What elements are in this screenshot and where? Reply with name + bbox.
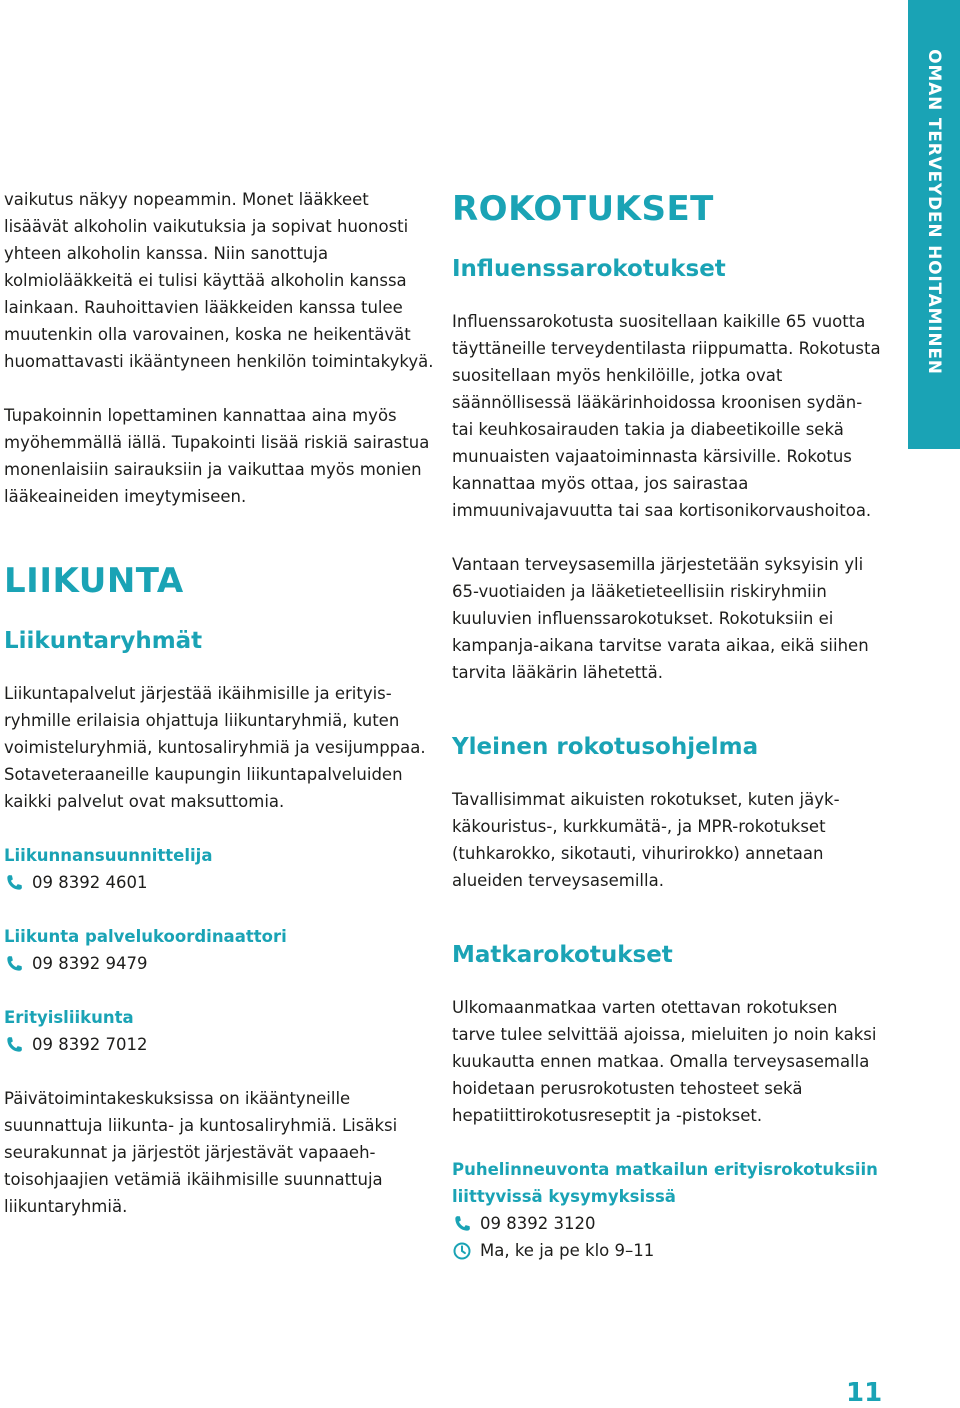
contact-phone-number[interactable]: 09 8392 4601 bbox=[32, 873, 148, 892]
rokotusohjelma-paragraph: Tavallisimmat aikuisten rokotukset, kuten jäykkäkouristus-, kurkkumätä-, ja MPR-rokotukset (tuhkarokko, sikotauti, vihurirokko) annetaan alueiden terveysasemilla. bbox=[452, 790, 840, 890]
subheading-influenssarokotukset: Influenssarokotukset bbox=[452, 256, 726, 282]
contact-phone-line bbox=[4, 950, 434, 977]
influenssa-paragraph-2: Vantaan terveysasemilla järjestetään syksyisin yli 65-vuotiaiden ja lääketieteellisiin riskiryhmiin kuuluvien influenssarokotukset. Rokotuksiin ei kampanja-aikana tarvitse varata aikaa, eikä siihen tarvita lääkärin lähetettä. bbox=[452, 555, 869, 682]
phone-advice-number[interactable]: 09 8392 3120 bbox=[480, 1214, 596, 1233]
phone-icon bbox=[4, 1035, 24, 1055]
side-tab-label: OMAN TERVEYDEN HOITAMINEN bbox=[924, 49, 944, 375]
phone-icon bbox=[4, 954, 24, 974]
intro-paragraph-1: vaikutus näkyy nopeammin. Monet lääkkeet lisäävät alkoholin vaikutuksia ja sopivat huonosti yhteen alkoholin kanssa. Niin sanottuja kolmiolääkkeitä ei tulisi käyttää alkoholin kanssa lainkaan. Rauhoittavien lääkkeiden kanssa tulee muutenkin olla varovainen, koska ne heikentävät huomattavasti ikääntyneen henkilön toimintakykyä. bbox=[4, 190, 434, 371]
contact-phone-line bbox=[4, 869, 434, 896]
clock-icon bbox=[452, 1241, 472, 1261]
contact-label: Liikunta palvelukoordinaattori bbox=[4, 927, 287, 946]
left-column bbox=[4, 186, 434, 1220]
matkarokotukset-paragraph: Ulkomaanmatkaa varten otettavan rokotuksen tarve tulee selvittää ajoissa, mieluiten jo noin kaksi kuukautta ennen matkaa. Omalla terveysasemalla hoidetaan perusrokotusten tehosteet sekä hepatiittirokotusreseptit ja -pistokset. bbox=[452, 998, 877, 1125]
closing-paragraph: Päivätoimintakeskuksissa on ikääntyneille suunnattuja liikunta- ja kuntosaliryhmiä. Lisäksi seurakunnat ja järjestöt järjestävät vapaaehtoisohjaajien vetämiä ikäihmisille suunnattuja liikuntaryhmiä. bbox=[4, 1089, 398, 1216]
page-number: 11 bbox=[846, 1378, 883, 1408]
opening-hours-line bbox=[452, 1237, 882, 1264]
section-heading-liikunta: LIIKUNTA bbox=[4, 561, 184, 601]
phone-advice-label: Puhelinneuvonta matkailun erityisrokotuksiin liittyvissä kysymyksissä bbox=[452, 1160, 878, 1206]
contact-phone-number[interactable]: 09 8392 7012 bbox=[32, 1035, 148, 1054]
contact-phone-number[interactable]: 09 8392 9479 bbox=[32, 954, 148, 973]
side-tab bbox=[908, 0, 960, 449]
influenssa-paragraph-1: Influenssarokotusta suositellaan kaikille 65 vuotta täyttäneille terveydentilasta riippumatta. Rokotusta suositellaan myös henkilöille, jotka ovat säännöllisessä lääkärinhoidossa kroonisen sydän- tai keuhkosairauden takia ja diabeetikoille sekä munuaisten vajaatoiminnasta kärsiville. Rokotus kannattaa myös ottaa, jos sairastaa immuunivajavuutta tai saa kortisonikorvaushoitoa. bbox=[452, 312, 881, 520]
subheading-liikuntaryhmat: Liikuntaryhmät bbox=[4, 628, 203, 654]
phone-icon bbox=[452, 1214, 472, 1234]
subheading-matkarokotukset: Matkarokotukset bbox=[452, 942, 673, 968]
section-heading-rokotukset: ROKOTUKSET bbox=[452, 189, 714, 229]
intro-paragraph-2: Tupakoinnin lopettaminen kannattaa aina myös myöhemmällä iällä. Tupakointi lisää riskiä sairastua monenlaisiin sairauksiin ja vaikuttaa myös monien lääkeaineiden imeytymiseen. bbox=[4, 406, 430, 506]
phone-icon bbox=[4, 873, 24, 893]
subheading-yleinen-rokotusohjelma: Yleinen rokotusohjelma bbox=[452, 734, 759, 760]
phone-advice-line bbox=[452, 1210, 882, 1237]
liikunta-paragraph: Liikuntapalvelut järjestää ikäihmisille ja erityisryhmille erilaisia ohjattuja liikuntaryhmiä, kuten voimisteluryhmiä, kuntosaliryhmiä ja vesijumppaa. Sotaveteraaneille kaupungin liikuntapalveluiden kaikki palvelut ovat maksuttomia. bbox=[4, 684, 426, 811]
contact-label: Erityisliikunta bbox=[4, 1008, 134, 1027]
contact-phone-line bbox=[4, 1031, 434, 1058]
right-column bbox=[452, 186, 882, 1264]
opening-hours-text: Ma, ke ja pe klo 9–11 bbox=[480, 1241, 655, 1260]
contact-label: Liikunnansuunnittelija bbox=[4, 846, 213, 865]
